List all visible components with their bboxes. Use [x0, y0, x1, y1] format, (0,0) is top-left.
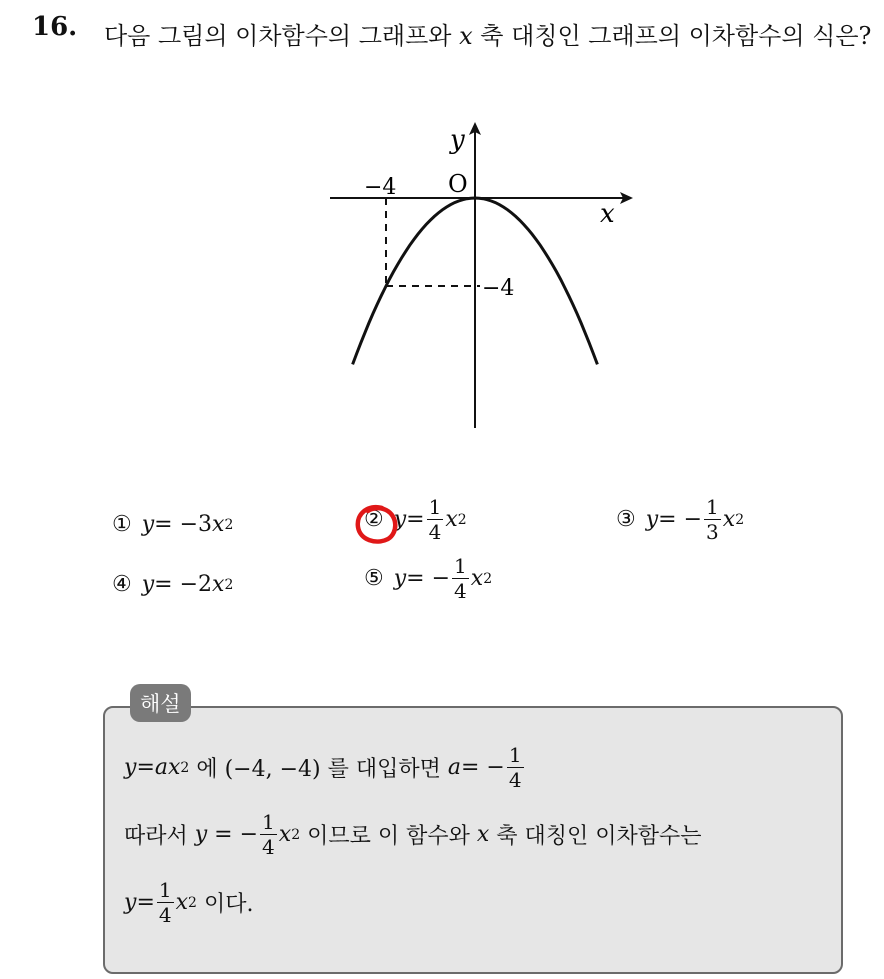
sol1-eq: = [136, 755, 155, 780]
sol2-text3: 축 대칭인 이차함수는 [489, 824, 702, 849]
choice-lhs: y [645, 507, 659, 532]
origin-label: O [448, 170, 468, 198]
sol1-exp: 2 [180, 759, 190, 776]
choice-eq: = − [406, 566, 451, 591]
choice-5[interactable] [364, 556, 492, 601]
choice-4[interactable] [112, 572, 233, 597]
sol3-y: y [124, 890, 137, 915]
choice-number: ① [112, 512, 132, 537]
sol2-y: y [194, 822, 208, 847]
solution-tab-label: 해설 [130, 684, 191, 722]
fraction-denominator: 4 [158, 903, 172, 927]
sol2-x: x [278, 822, 292, 847]
choice-fraction [452, 556, 469, 601]
choice-exp: 2 [735, 511, 745, 528]
sol3-exp: 2 [188, 894, 197, 911]
sol2-xvar: x [476, 822, 490, 847]
solution-line-3 [124, 880, 253, 925]
sol3-eq: = [136, 890, 155, 915]
choice-var: x [470, 566, 484, 591]
sol2-exp: 2 [291, 826, 301, 843]
choice-var: x [445, 507, 458, 532]
sol1-y: y [124, 755, 137, 780]
x-tick-label: −4 [364, 175, 397, 200]
fraction-denominator: 4 [508, 768, 522, 792]
sol2-fraction [260, 812, 277, 857]
sol3-x: x [175, 890, 189, 915]
answer-circle-mark [352, 502, 402, 548]
fraction-denominator: 3 [706, 520, 719, 544]
solution-line-1 [124, 745, 526, 790]
sol3-fraction [157, 880, 174, 925]
choice-number: ⑤ [364, 566, 384, 591]
sol3-text: 이다. [196, 892, 254, 917]
sol1-a2: a [447, 755, 461, 780]
choice-number: ② [364, 507, 384, 532]
question-text-part1: 다음 그림의 이차함수의 그래프와 [104, 22, 460, 50]
choice-number: ④ [112, 572, 132, 597]
sol2-text2: 이므로 이 함수와 [300, 824, 477, 849]
y-tick-label: −4 [482, 276, 515, 301]
fraction-denominator: 4 [262, 835, 275, 859]
sol1-x: x [168, 755, 181, 780]
fraction-numerator: 1 [508, 743, 522, 767]
choice-var: x [722, 507, 736, 532]
question-number: 16. [32, 12, 78, 42]
sol1-text: 에 (−4, −4) 를 대입하면 [189, 757, 448, 782]
parabola-graph [320, 110, 640, 435]
question-text-part2: 축 대칭인 그래프의 이차함수의 식은? [472, 22, 872, 50]
choice-number: ③ [616, 507, 636, 532]
choice-lhs: y [141, 572, 155, 597]
choice-eq: = − [658, 507, 703, 532]
x-axis-label: x [600, 199, 615, 229]
choice-eq: = [406, 507, 425, 532]
sol1-a: a [154, 755, 168, 780]
fraction-numerator: 1 [262, 810, 275, 834]
fraction-numerator: 1 [706, 495, 719, 519]
choice-var: x [212, 512, 225, 537]
fraction-numerator: 1 [454, 554, 467, 578]
choice-exp: 2 [483, 570, 493, 587]
choice-var: x [212, 572, 225, 597]
choice-lhs: y [141, 512, 155, 537]
sol2-text1: 따라서 [124, 824, 195, 849]
solution-line-2 [124, 812, 702, 857]
sol1-fraction [507, 745, 524, 790]
choice-fraction [427, 497, 444, 542]
choice-3[interactable] [616, 497, 744, 542]
sol1-eq2: = − [460, 755, 505, 780]
choice-fraction [704, 497, 721, 542]
question-text [104, 14, 874, 58]
choice-lhs: y [393, 507, 407, 532]
choice-eq: = −3 [154, 512, 213, 537]
question-var-x: x [459, 22, 473, 50]
fraction-numerator: 1 [158, 878, 172, 902]
fraction-denominator: 4 [428, 520, 442, 544]
fraction-numerator: 1 [428, 495, 442, 519]
choice-exp: 2 [457, 511, 467, 528]
choice-exp: 2 [224, 576, 234, 593]
choice-eq: = −2 [154, 572, 213, 597]
choice-lhs: y [393, 566, 407, 591]
sol2-eq: = − [207, 822, 259, 847]
choice-1[interactable] [112, 512, 233, 537]
choice-exp: 2 [224, 516, 234, 533]
y-axis-label: y [450, 125, 465, 155]
fraction-denominator: 4 [454, 579, 467, 603]
